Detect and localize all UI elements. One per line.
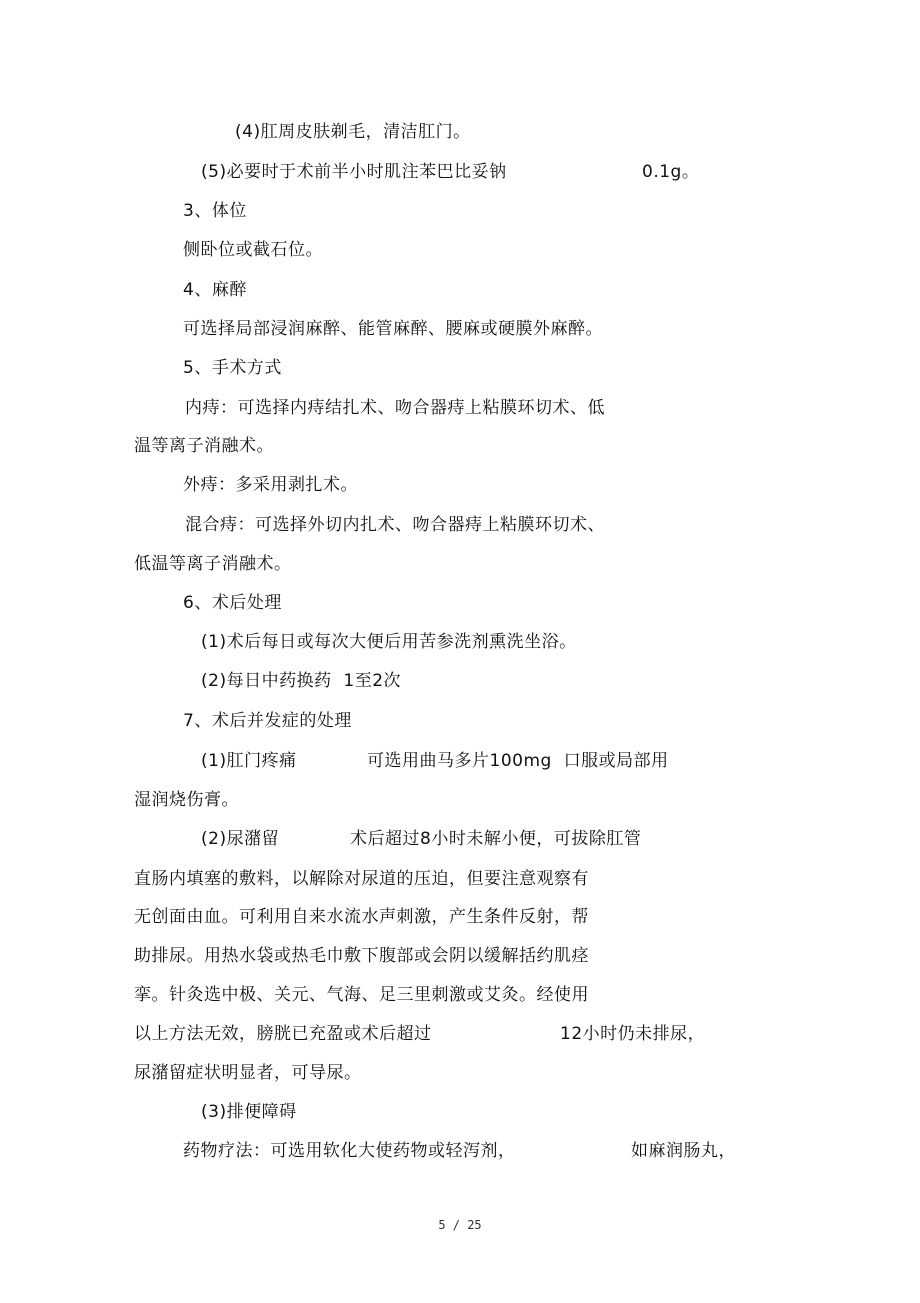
text-line: (1)肛门疼痛 <box>201 751 297 771</box>
text-line: 术后超过8小时未解小便，可拔除肛管 <box>350 829 642 849</box>
text-line: 可选择局部浸润麻醉、能管麻醉、腰麻或硬膜外麻醉。 <box>183 319 603 339</box>
text-line: 直肠内填塞的敷料，以解除对尿道的压迫，但要注意观察有 <box>134 869 589 889</box>
text-line: 侧卧位或截石位。 <box>183 240 323 260</box>
text-line: 如麻润肠丸， <box>631 1141 736 1161</box>
text-line: (2)每日中药换药 1至2次 <box>201 671 402 691</box>
section-heading: 5、手术方式 <box>183 358 282 378</box>
text-line: 以上方法无效，膀胱已充盈或术后超过 <box>134 1024 432 1044</box>
text-line: 温等离子消融术。 <box>134 436 274 456</box>
text-line: 药物疗法：可选用软化大使药物或轻泻剂， <box>183 1141 516 1161</box>
text-line: 低温等离子消融术。 <box>134 554 292 574</box>
text-line: 0.1g。 <box>642 162 700 182</box>
page-number: 5 / 25 <box>438 1218 482 1232</box>
text-line: 无创面由血。可利用自来水流水声刺激，产生条件反射，帮 <box>134 907 589 927</box>
text-line: (5)必要时于术前半小时肌注苯巴比妥钠 <box>201 162 507 182</box>
section-heading: 4、麻醉 <box>183 280 247 300</box>
text-line: 内痔：可选择内痔结扎术、吻合器痔上粘膜环切术、低 <box>185 398 605 418</box>
text-line: 12小时仍未排尿， <box>560 1024 706 1044</box>
text-line: 挛。针灸选中极、关元、气海、足三里刺激或艾灸。经使用 <box>134 985 589 1005</box>
section-heading: 3、体位 <box>183 201 247 221</box>
text-line: (1)术后每日或每次大便后用苦参洗剂熏洗坐浴。 <box>201 632 577 652</box>
text-line: 尿潴留症状明显者，可导尿。 <box>134 1063 362 1083</box>
text-line: (3)排便障碍 <box>201 1102 297 1122</box>
section-heading: 6、术后处理 <box>183 593 282 613</box>
text-line: 混合痔：可选择外切内扎术、吻合器痔上粘膜环切术、 <box>185 515 605 535</box>
text-line: 外痔：多采用剥扎术。 <box>183 475 358 495</box>
text-line: 湿润烧伤膏。 <box>134 790 239 810</box>
section-heading: 7、术后并发症的处理 <box>183 711 352 731</box>
text-line: 可选用曲马多片100mg 口服或局部用 <box>367 751 669 771</box>
text-line: 助排尿。用热水袋或热毛巾敷下腹部或会阴以缓解括约肌痉 <box>134 946 589 966</box>
text-line: (2)尿潴留 <box>201 829 280 849</box>
text-line: (4)肛周皮肤剃毛，清洁肛门。 <box>235 122 471 142</box>
